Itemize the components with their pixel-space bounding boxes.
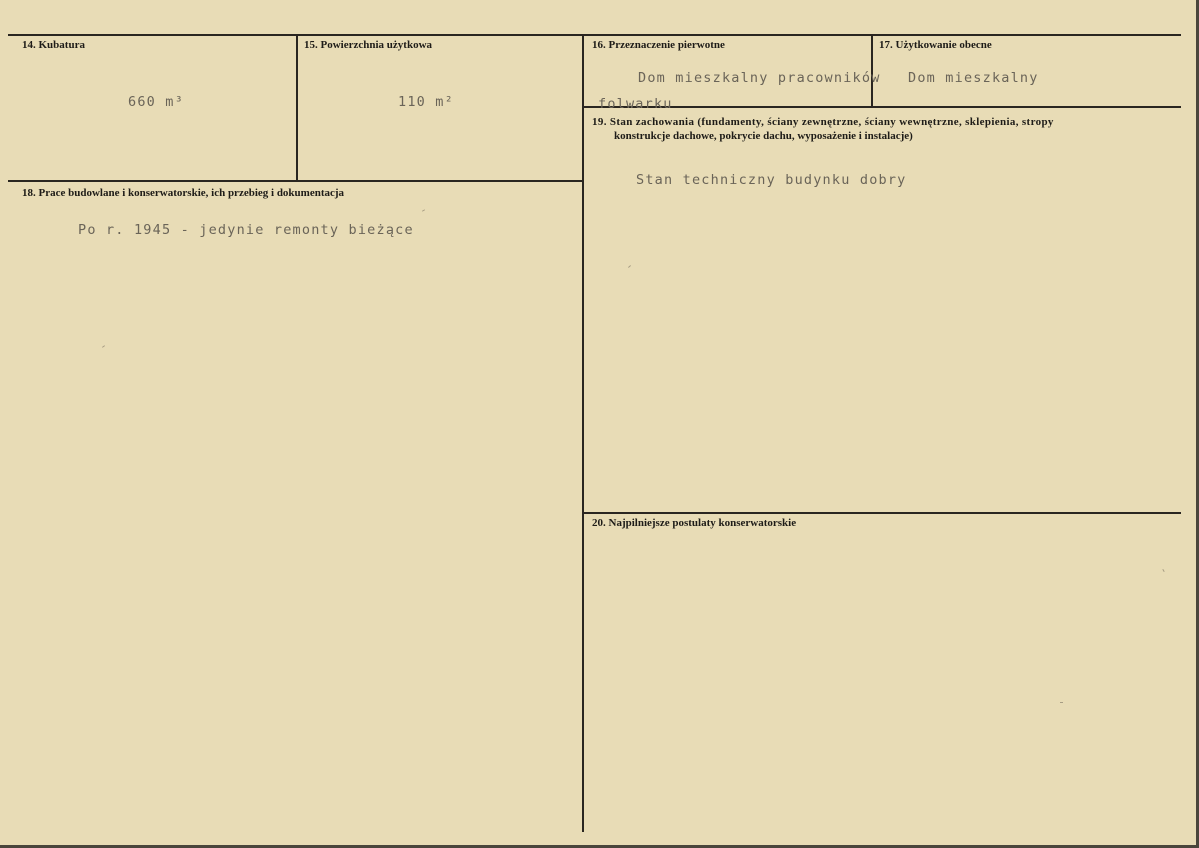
field-19-label-line2: konstrukcje dachowe, pokrycie dachu, wyposażenie i instalacje) [614,130,913,142]
top-rule [8,34,1181,36]
field-17-label: 17. Użytkowanie obecne [879,39,992,51]
rule-above-20 [582,512,1181,514]
paper-speck [102,345,105,348]
field-14-value: 660 m³ [128,94,184,110]
rule-under-14-15 [8,180,582,182]
main-vertical-divider [582,34,584,832]
field-15-label: 15. Powierzchnia użytkowa [304,39,433,51]
field-20-label: 20. Najpilniejsze postulaty konserwatorskie [592,517,797,529]
divider-14-15 [296,34,298,180]
field-18-label: 18. Prace budowlane i konserwatorskie, ich przebieg i dokumentacja [22,187,345,199]
paper-speck [1060,702,1063,703]
paper-speck [1162,569,1164,572]
field-19-value: Stan techniczny budynku dobry [636,172,907,188]
field-16-value-line1: Dom mieszkalny pracowników [638,70,881,86]
field-15-value: 110 m² [398,94,454,110]
field-16-label: 16. Przeznaczenie pierwotne [592,39,725,51]
field-14-label: 14. Kubatura [22,39,85,51]
field-16-value-line2: folwarku [598,96,673,112]
field-18-value: Po r. 1945 - jedynie remonty bieżące [78,222,414,238]
paper-speck [628,265,631,268]
paper-speck [422,209,425,211]
field-19-label-line1: 19. Stan zachowania (fundamenty, ściany zewnętrzne, ściany wewnętrzne, sklepienia, stropy [592,116,1054,128]
field-17-value: Dom mieszkalny [908,70,1039,86]
